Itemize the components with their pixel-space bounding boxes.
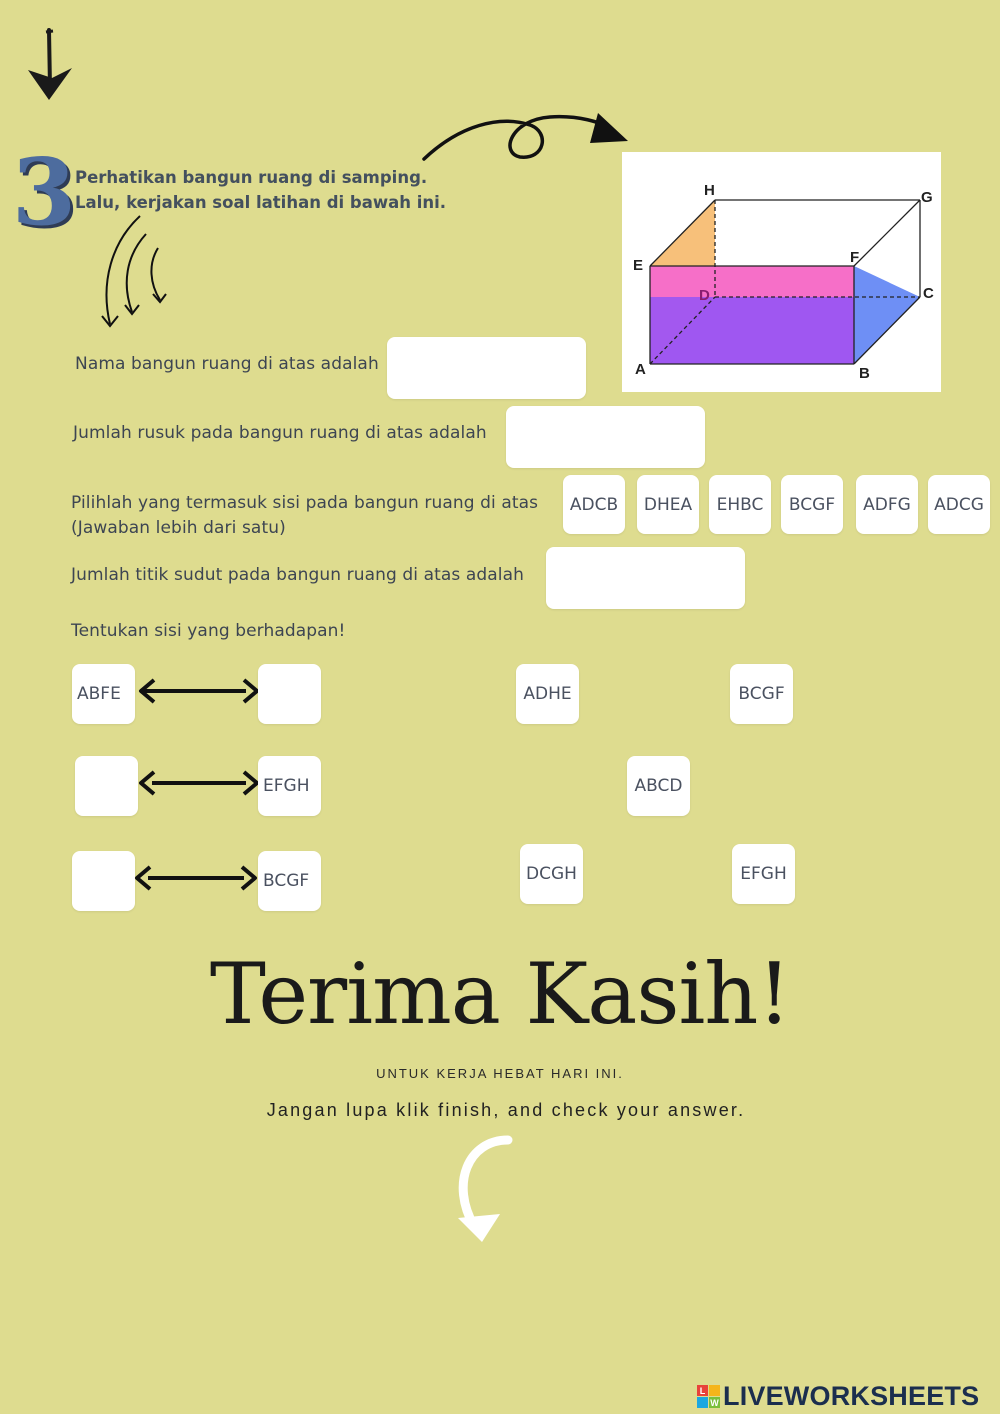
instruction-line-2: Lalu, kerjakan soal latihan di bawah ini. [75, 193, 447, 212]
vertex-label-c: C [923, 285, 934, 302]
pair-2-left-dropzone[interactable] [75, 756, 138, 816]
instruction-line-1: Perhatikan bangun ruang di samping. [75, 168, 428, 187]
vertex-label-e: E [633, 257, 644, 274]
option-chip[interactable]: EHBC [709, 475, 771, 534]
logo-letter-tile: L [697, 1385, 708, 1396]
question-number: 3 [12, 138, 77, 246]
squiggle-arrows-icon [92, 212, 182, 332]
draggable-answer[interactable]: BCGF [730, 664, 793, 724]
double-arrow-icon [138, 676, 260, 706]
brand-name: LIVEWORKSHEETS [723, 1381, 980, 1411]
option-chip[interactable]: ADFG [856, 475, 918, 534]
reminder-text: Jangan lupa klik finish, and check your answer. [266, 1100, 746, 1120]
double-arrow-icon [138, 768, 260, 798]
thank-you-title: Terima Kasih! [209, 945, 791, 1043]
question-1-text: Nama bangun ruang di atas adalah [75, 354, 379, 374]
down-arrow-icon [22, 26, 78, 106]
vertex-label-a: A [635, 361, 646, 378]
liveworksheets-logo [697, 1381, 979, 1412]
question-2-text: Jumlah rusuk pada bangun ruang di atas adalah [73, 423, 487, 443]
question-4-text: Jumlah titik sudut pada bangun ruang di atas adalah [71, 565, 524, 585]
draggable-answer[interactable]: DCGH [520, 844, 583, 904]
question-5-text: Tentukan sisi yang berhadapan! [71, 621, 346, 641]
double-arrow-icon [134, 863, 258, 893]
question-2-answer-input[interactable] [506, 406, 705, 468]
pair-3-right-face: BCGF [258, 851, 321, 911]
question-3-text: Pilihlah yang termasuk sisi pada bangun ruang di atas [71, 493, 539, 513]
logo-color-tile [709, 1385, 720, 1396]
question-3-hint: (Jawaban lebih dari satu) [71, 518, 286, 538]
curved-down-arrow-icon [448, 1134, 518, 1246]
vertex-label-d: D [699, 287, 710, 304]
pair-1-right-dropzone[interactable] [258, 664, 321, 724]
vertex-label-g: G [921, 189, 933, 206]
draggable-answer[interactable]: EFGH [732, 844, 795, 904]
pair-2-right-face: EFGH [258, 756, 321, 816]
curly-arrow-icon [420, 105, 635, 165]
question-4-answer-input[interactable] [546, 547, 745, 609]
option-chip[interactable]: ADCB [563, 475, 625, 534]
option-chip[interactable]: BCGF [781, 475, 843, 534]
vertex-label-f: F [850, 249, 860, 266]
vertex-label-b: B [859, 365, 870, 382]
draggable-answer[interactable]: ADHE [516, 664, 579, 724]
draggable-answer[interactable]: ABCD [627, 756, 690, 816]
pair-1-left-face: ABFE [72, 664, 135, 724]
question-1-answer-input[interactable] [387, 337, 586, 399]
vertex-label-h: H [704, 182, 715, 199]
option-chip[interactable]: ADCG [928, 475, 990, 534]
thank-you-subtitle: UNTUK KERJA HEBAT HARI INI. [376, 1066, 624, 1081]
option-chip[interactable]: DHEA [637, 475, 699, 534]
cuboid-figure [622, 152, 941, 392]
logo-letter-tile: W [710, 1397, 719, 1408]
logo-color-tile [697, 1397, 708, 1408]
pair-3-left-dropzone[interactable] [72, 851, 135, 911]
